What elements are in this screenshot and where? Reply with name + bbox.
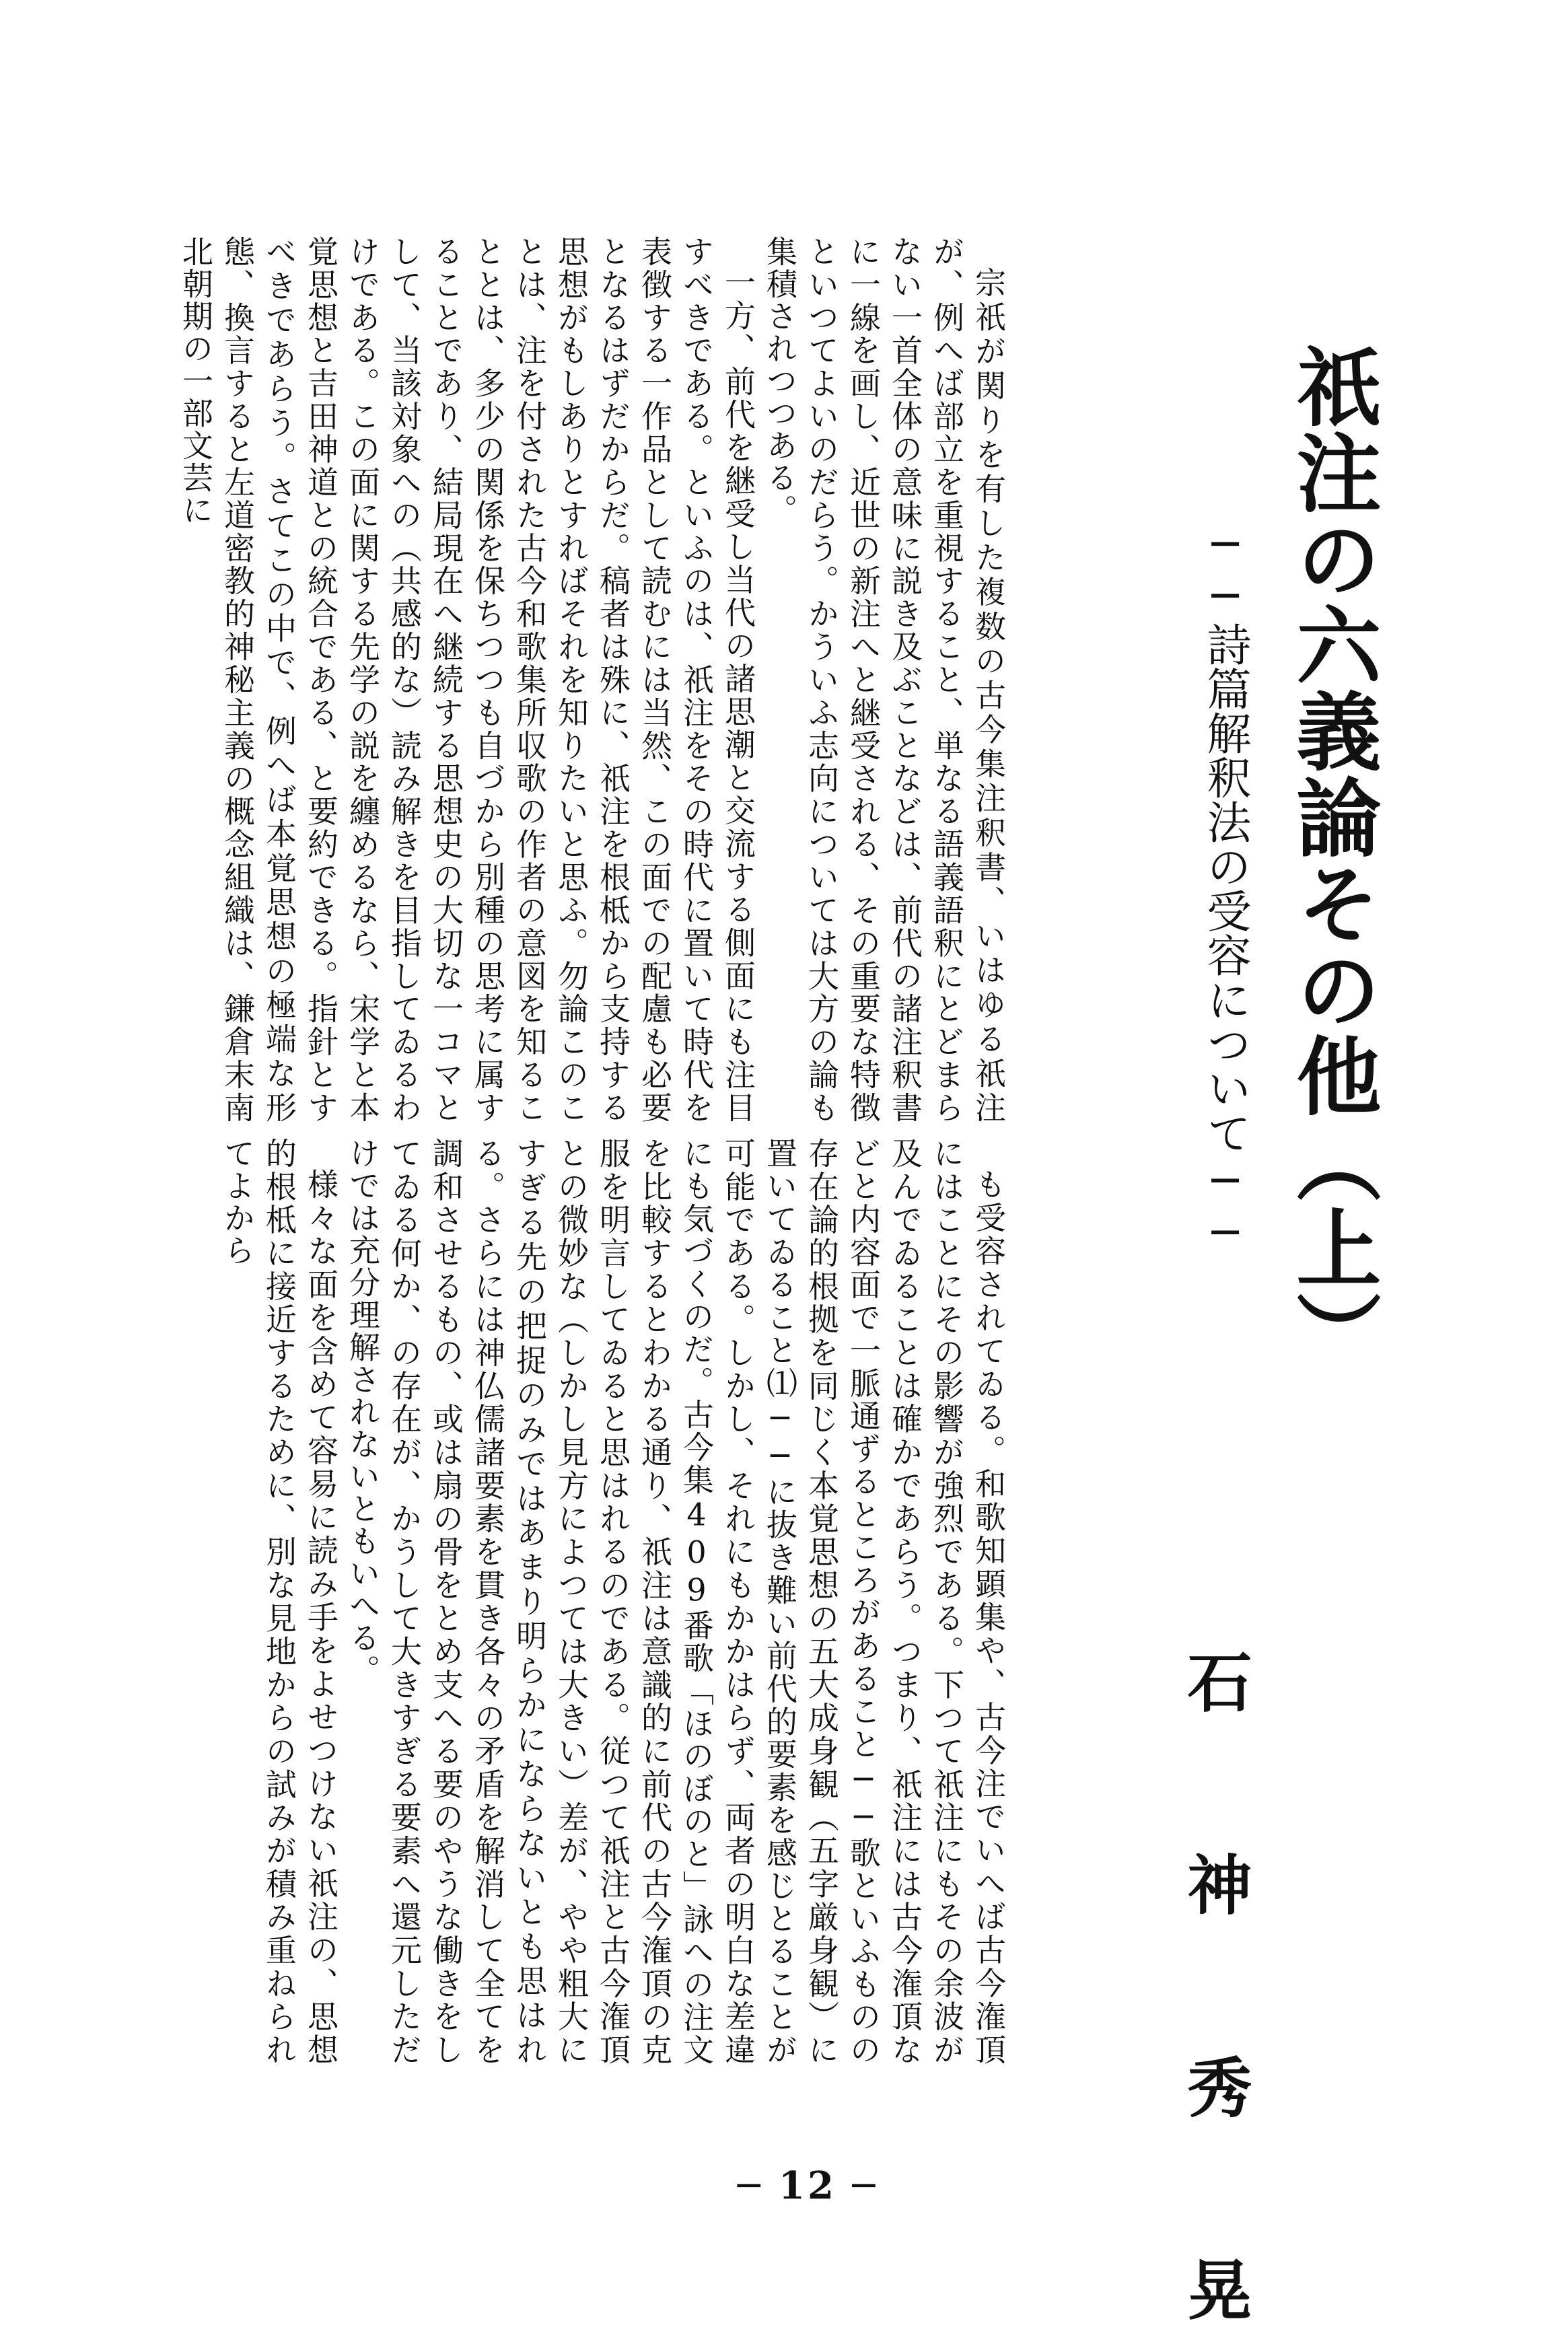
paragraph: も受容されてゐる。和歌知顕集や、古今注でいへば古今潅頂にはことにその影響が強烈である。下つて祇注にもその余波が及んでゐることは確かであらう。つまり、祇注には古今潅頂などと内容面で一脈通ずるところがあること──歌といふものの存在論的根拠を同じく本覚思想の五大成身観（五字厳身観）に置いてゐること⑴──に抜き難い前代的要素を感じとることが可能である。しかし、それにもかかはらず、両者の明白な差違にも気づくのだ。古今集409番歌「ほのぼのと」詠への注文を比較するとわかる通り、祇注は意識的に前代の古今潅頂の克服を明言してゐると思はれるのである。従つて祇注と古今潅頂との微妙な（しかし見方によつては大きい）差が、やや粗大にすぎる先の把捉のみではあまり明らかにならないとも思はれる。さらには神仏儒諸要素を貫き各々の矛盾を解消して全てを調和させるもの、或は扇の骨をとめ支へる要のやうな働きをしてゐる何か、の存在が、かうして大きすぎる要素へ還元しただけでは充分理解されないともいへる。 xyxy=(345,1137,1007,2066)
author-name: 石 神 秀 晃 xyxy=(1177,1649,1253,2352)
article-subtitle: ──詩篇解釈法の受容について── xyxy=(1199,518,1251,1258)
body-text-lower xyxy=(219,1137,1009,2067)
body-text-upper xyxy=(178,236,1009,1125)
paragraph: 一方、前代を継受し当代の諸思潮と交流する側面にも注目すべきである。といふのは、祇注をその時代に置いて時代を表徴する一作品として読むには当然、この面での配慮も必要となるはずだからだ。稿者は殊に、祇注を根柢から支持する思想がもしありとすればそれを知りたいと思ふ。勿論このことは、注を付された古今和歌集所収歌の作者の意図を知ることとは、多少の関係を保ちつつも自づから別種の思考に属することであり、結局現在へ継続する思想史の大切な一コマとして、当該対象への（共感的な）読み解きを目指してゐるわけである。この面に関する先学の説を纏めるなら、宋学と本覚思想と吉田神道との統合である、と要約できる。指針とすべきであらう。さてこの中で、例へば本覚思想の極端な形態、換言すると左道密教的神秘主義の概念組織は、鎌倉末南北朝期の一部文芸に xyxy=(178,236,756,1125)
paragraph: 宗祇が関りを有した複数の古今集注釈書、いはゆる祇注が、例へば部立を重視すること、単なる語義語釈にとどまらない一首全体の意味に説き及ぶことなどは、前代の諸注釈書に一線を画し、近世の新注へと継受される、その重要な特徴といつてよいのだらう。かういふ志向については大方の論も集積されつつある。 xyxy=(762,236,1007,1124)
page-number: ─ 12 ─ xyxy=(737,2164,878,2208)
article-title: 祇注の六義論その他（上） xyxy=(1283,343,1382,1377)
paragraph: 様々な面を含めて容易に読み手をよせつけない祇注の、思想的根柢に接近するために、別な見地からの試みが積み重ねられてよから xyxy=(219,1137,339,2067)
